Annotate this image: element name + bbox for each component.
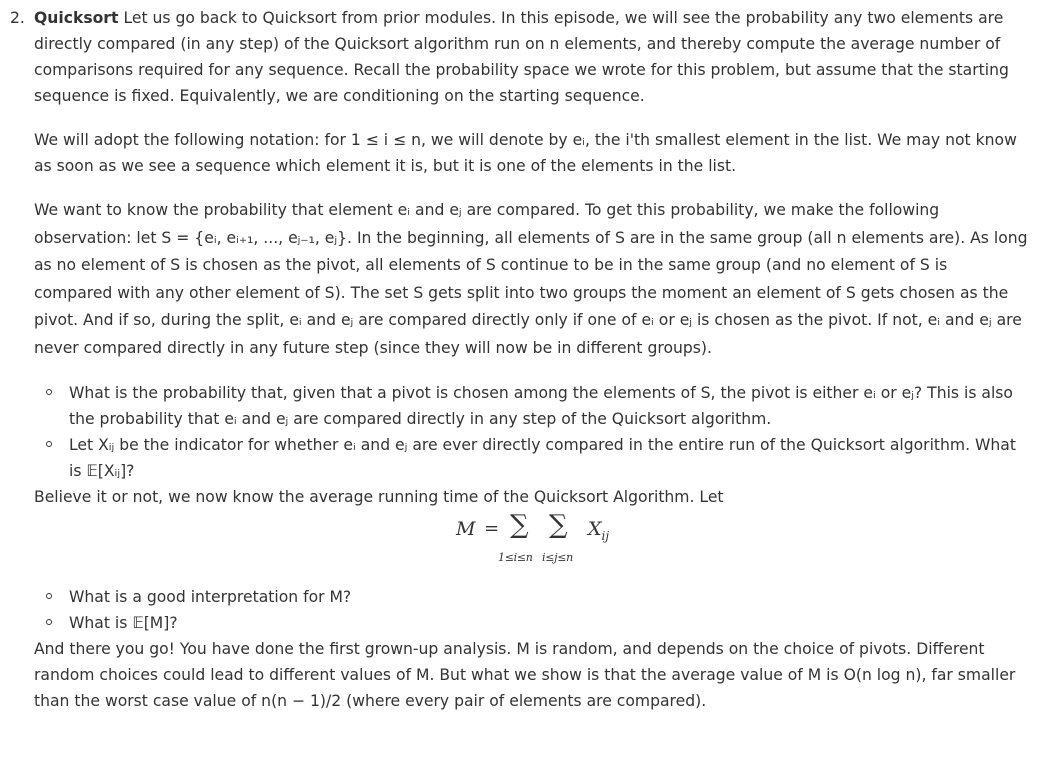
sum-symbol-outer: ∑ bbox=[510, 510, 529, 540]
conclusion-paragraph: And there you go! You have done the first grown-up analysis. M is random, and depends on the choice of pivots. Different random choices could lead to different values of M. But what we show is that the average value of M is O(n log n), far smaller than the worst case value of n(n − 1)/2 (where every pair of elements are compared). bbox=[34, 640, 1016, 710]
spacer bbox=[10, 109, 1030, 127]
spacer bbox=[10, 179, 1030, 197]
formula-term-sub: ij bbox=[601, 528, 610, 543]
spacer bbox=[10, 362, 1030, 380]
sum-index-outer: 1≤i≤n bbox=[498, 551, 533, 564]
problem-intro bbox=[10, 5, 1030, 109]
formula-term bbox=[588, 516, 609, 549]
formula-lhs: M bbox=[456, 518, 476, 540]
formula-equals: = bbox=[484, 518, 500, 539]
sum-symbol-inner: ∑ bbox=[549, 510, 568, 540]
problem-intro-text: Let us go back to Quicksort from prior modules. In this episode, we will see the probability any two elements are directly compared (in any step) of the Quicksort algorithm run on n elements, and thereby compute the average number of comparisons required for any sequence. Recall the probability space we wrote for this problem, but assume that the starting sequence is fixed. Equivalently, we are conditioning on the starting sequence. bbox=[34, 9, 1009, 105]
sum-index-inner: i≤j≤n bbox=[542, 551, 573, 564]
list-item: What is 𝔼[M]? bbox=[34, 610, 1030, 636]
observation-paragraph: We want to know the probability that element eᵢ and eⱼ are compared. To get this probability, we make the following observation: let S = {eᵢ, eᵢ₊₁, ..., eⱼ₋₁, eⱼ}. In the beginning, all elements of S are in the same group (all n elements are). As long as no element of S is chosen as the pivot, all elements of S continue to be in the same group (and no element of S is compared with any other element of S). The set S gets split into two groups the moment an element of S gets chosen as the pivot. And if so, during the split, eᵢ and eⱼ are compared directly only if one of eᵢ or eⱼ is chosen as the pivot. If not, eᵢ and eⱼ are never compared directly in any future step (since they will now be in different groups). bbox=[34, 201, 1028, 357]
question-list-2 bbox=[10, 584, 1030, 636]
notation-paragraph: We will adopt the following notation: for 1 ≤ i ≤ n, we will denote by eᵢ, the i'th smallest element in the list. We may not know as soon as we see a sequence which element it is, but it is one of the elements in the list. bbox=[34, 131, 1017, 175]
list-item: What is a good interpretation for M? bbox=[34, 584, 1030, 610]
problem-number: 2. bbox=[10, 9, 25, 27]
sum-formula bbox=[456, 510, 656, 578]
problem-title: Quicksort bbox=[34, 9, 119, 27]
formula-term-base: X bbox=[588, 518, 602, 540]
list-item: What is the probability that, given that a pivot is chosen among the elements of S, the pivot is either eᵢ or eⱼ? This is also the probability that eᵢ and eⱼ are compared directly in any step of the Quicksort algorithm. bbox=[34, 380, 1030, 432]
display-equation bbox=[10, 510, 1030, 584]
question-list-1 bbox=[10, 380, 1030, 484]
problem-2 bbox=[10, 5, 1030, 714]
lead-in-paragraph: Believe it or not, we now know the average running time of the Quicksort Algorithm. Let bbox=[34, 488, 724, 506]
list-item: Let Xᵢⱼ be the indicator for whether eᵢ and eⱼ are ever directly compared in the entire run of the Quicksort algorithm. What is 𝔼[Xᵢⱼ]? bbox=[34, 432, 1030, 484]
